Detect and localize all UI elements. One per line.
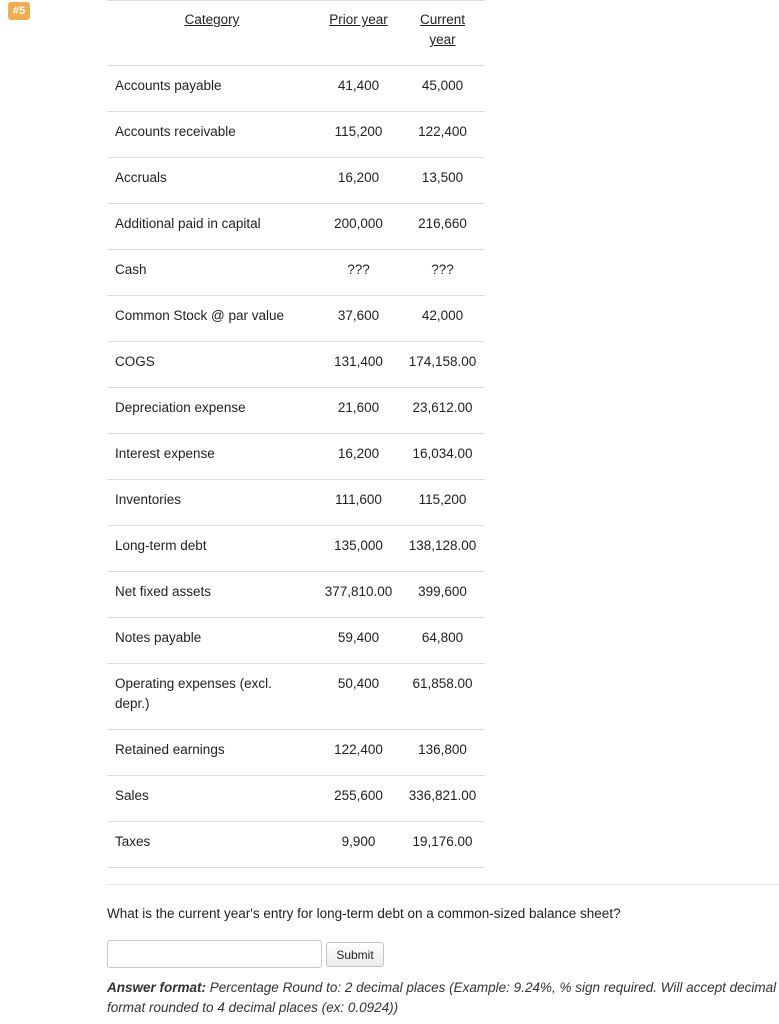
table-row xyxy=(107,730,485,776)
row-category: Sales xyxy=(107,776,317,822)
row-prior-year: 200,000 xyxy=(317,204,400,250)
row-category: Interest expense xyxy=(107,434,317,480)
row-prior-year: 111,600 xyxy=(317,480,400,526)
row-category: Retained earnings xyxy=(107,730,317,776)
row-prior-year: 37,600 xyxy=(317,296,400,342)
header-prior-year[interactable]: Prior year xyxy=(317,1,400,66)
row-category: Additional paid in capital xyxy=(107,204,317,250)
table-row xyxy=(107,822,485,868)
table-row xyxy=(107,112,485,158)
row-prior-year: 59,400 xyxy=(317,618,400,664)
row-prior-year: 21,600 xyxy=(317,388,400,434)
row-current-year: 122,400 xyxy=(400,112,485,158)
row-current-year: 61,858.00 xyxy=(400,664,485,730)
table-row xyxy=(107,388,485,434)
row-current-year: 216,660 xyxy=(400,204,485,250)
row-current-year: 42,000 xyxy=(400,296,485,342)
row-category: Common Stock @ par value xyxy=(107,296,317,342)
table-row xyxy=(107,618,485,664)
table-row xyxy=(107,158,485,204)
row-prior-year: 50,400 xyxy=(317,664,400,730)
row-category: Net fixed assets xyxy=(107,572,317,618)
row-category: Depreciation expense xyxy=(107,388,317,434)
row-prior-year: 131,400 xyxy=(317,342,400,388)
row-category: Taxes xyxy=(107,822,317,868)
row-category: Long-term debt xyxy=(107,526,317,572)
row-current-year: 115,200 xyxy=(400,480,485,526)
row-prior-year: 135,000 xyxy=(317,526,400,572)
row-current-year: 138,128.00 xyxy=(400,526,485,572)
question-text: What is the current year's entry for long-term debt on a common-sized balance sheet? xyxy=(107,906,621,921)
row-current-year: 19,176.00 xyxy=(400,822,485,868)
table-row xyxy=(107,480,485,526)
row-category: Accounts payable xyxy=(107,66,317,112)
row-current-year: 23,612.00 xyxy=(400,388,485,434)
row-category: Notes payable xyxy=(107,618,317,664)
section-divider xyxy=(107,884,779,885)
row-current-year: 16,034.00 xyxy=(400,434,485,480)
table-row xyxy=(107,664,485,730)
row-category: Cash xyxy=(107,250,317,296)
row-prior-year: 255,600 xyxy=(317,776,400,822)
table-row xyxy=(107,342,485,388)
row-prior-year: 377,810.00 xyxy=(317,572,400,618)
row-current-year: ??? xyxy=(400,250,485,296)
row-category: COGS xyxy=(107,342,317,388)
table-row xyxy=(107,250,485,296)
table-row xyxy=(107,204,485,250)
row-current-year: 174,158.00 xyxy=(400,342,485,388)
row-current-year: 13,500 xyxy=(400,158,485,204)
row-category: Accruals xyxy=(107,158,317,204)
header-category[interactable]: Category xyxy=(107,1,317,66)
row-prior-year: 115,200 xyxy=(317,112,400,158)
row-current-year: 64,800 xyxy=(400,618,485,664)
table-header-row xyxy=(107,1,485,66)
row-category: Operating expenses (excl. depr.) xyxy=(107,664,317,730)
row-category: Inventories xyxy=(107,480,317,526)
table-row xyxy=(107,776,485,822)
row-prior-year: 9,900 xyxy=(317,822,400,868)
submit-button[interactable]: Submit xyxy=(326,942,384,967)
row-category: Accounts receivable xyxy=(107,112,317,158)
answer-format-note xyxy=(107,978,779,1018)
row-current-year: 336,821.00 xyxy=(400,776,485,822)
problem-number-badge: #5 xyxy=(8,2,30,20)
row-prior-year: 16,200 xyxy=(317,158,400,204)
financial-data-table xyxy=(107,0,485,868)
row-current-year: 399,600 xyxy=(400,572,485,618)
row-prior-year: 122,400 xyxy=(317,730,400,776)
row-current-year: 45,000 xyxy=(400,66,485,112)
table-row xyxy=(107,572,485,618)
table-row xyxy=(107,526,485,572)
row-prior-year: 16,200 xyxy=(317,434,400,480)
row-prior-year: ??? xyxy=(317,250,400,296)
header-current-year[interactable]: Current year xyxy=(400,1,485,66)
answer-format-label: Answer format: xyxy=(107,980,207,995)
answer-format-text: Percentage Round to: 2 decimal places (Example: 9.24%, % sign required. Will accept decimal format rounded to 4 decimal places (ex: 0.0924)) xyxy=(107,980,777,1015)
row-prior-year: 41,400 xyxy=(317,66,400,112)
table-row xyxy=(107,66,485,112)
answer-input[interactable] xyxy=(107,940,322,968)
row-current-year: 136,800 xyxy=(400,730,485,776)
table-row xyxy=(107,296,485,342)
table-row xyxy=(107,434,485,480)
